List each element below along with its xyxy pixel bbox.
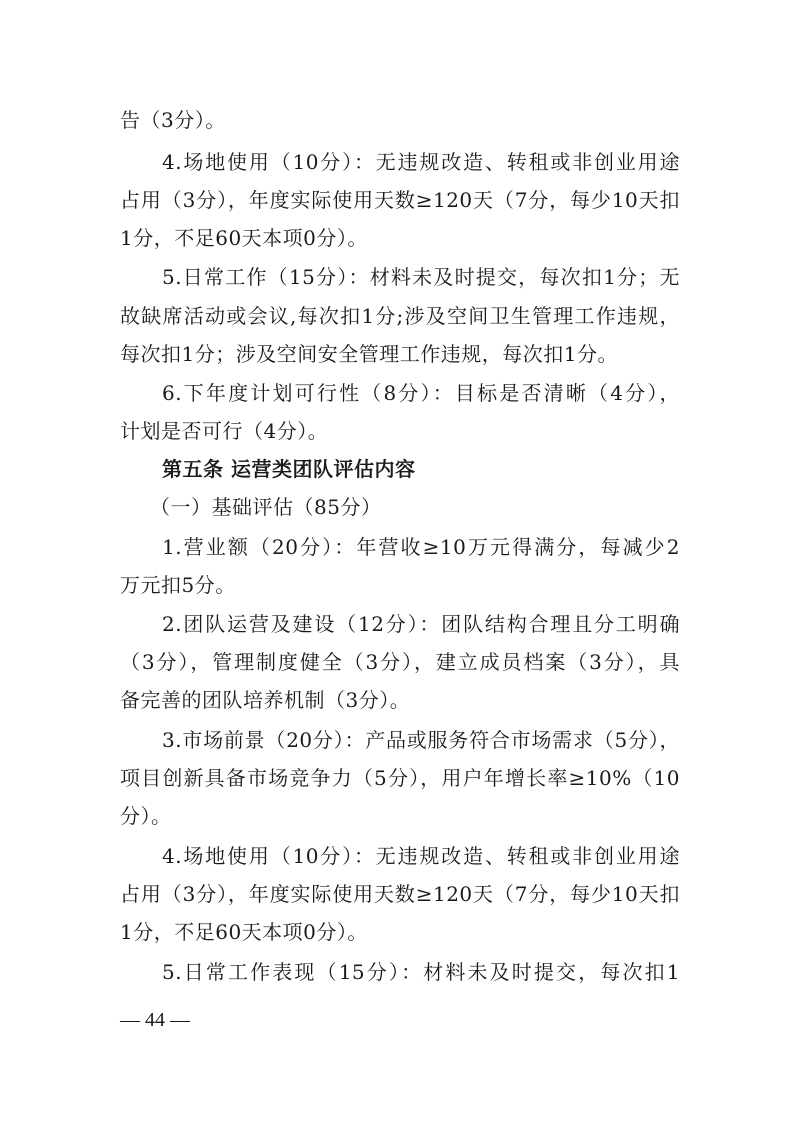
text-line: 1.营业额（20分）：年营收≥10万元得满分，每减少2: [162, 535, 680, 559]
text-line: 计划是否可行（4分）。: [120, 419, 329, 443]
text-line: 3.市场前景（20分）：产品或服务符合市场需求（5分），: [162, 728, 680, 752]
subsection-heading: （一）基础评估（85分）: [150, 495, 382, 519]
text-line: 分）。: [120, 804, 172, 828]
text-line: 告（3分）。: [120, 108, 226, 132]
text-line: 2.团队运营及建设（12分）：团队结构合理且分工明确: [162, 612, 680, 636]
text-line: 4.场地使用（10分）：无违规改造、转租或非创业用途: [162, 844, 680, 868]
text-line: 故缺席活动或会议,每次扣1分;涉及空间卫生管理工作违规，: [120, 304, 680, 328]
text-line: 每次扣1分；涉及空间安全管理工作违规，每次扣1分。: [120, 342, 618, 366]
text-line: 6.下年度计划可行性（8分）：目标是否清晰（4分），: [162, 381, 680, 405]
text-line: 5.日常工作（15分）：材料未及时提交，每次扣1分；无: [162, 265, 680, 289]
text-line: 4.场地使用（10分）：无违规改造、转租或非创业用途: [162, 150, 680, 174]
text-line: 1分，不足60天本项0分）。: [120, 226, 368, 250]
text-line: 1分，不足60天本项0分）。: [120, 920, 368, 944]
text-line: 占用（3分），年度实际使用天数≥120天（7分，每少10天扣: [120, 882, 680, 906]
text-line: （3分），管理制度健全（3分），建立成员档案（3分），具: [120, 650, 680, 674]
text-line: 5.日常工作表现（15分）：材料未及时提交，每次扣1: [162, 960, 680, 984]
text-line: 万元扣5分。: [120, 573, 236, 597]
text-line: 占用（3分），年度实际使用天数≥120天（7分，每少10天扣: [120, 188, 680, 212]
page-number: — 44 —: [120, 1009, 190, 1031]
section-heading: 第五条 运营类团队评估内容: [162, 457, 416, 481]
text-line: 备完善的团队培养机制（3分）。: [120, 688, 411, 712]
text-line: 项目创新具备市场竞争力（5分），用户年增长率≥10%（10: [120, 766, 680, 790]
